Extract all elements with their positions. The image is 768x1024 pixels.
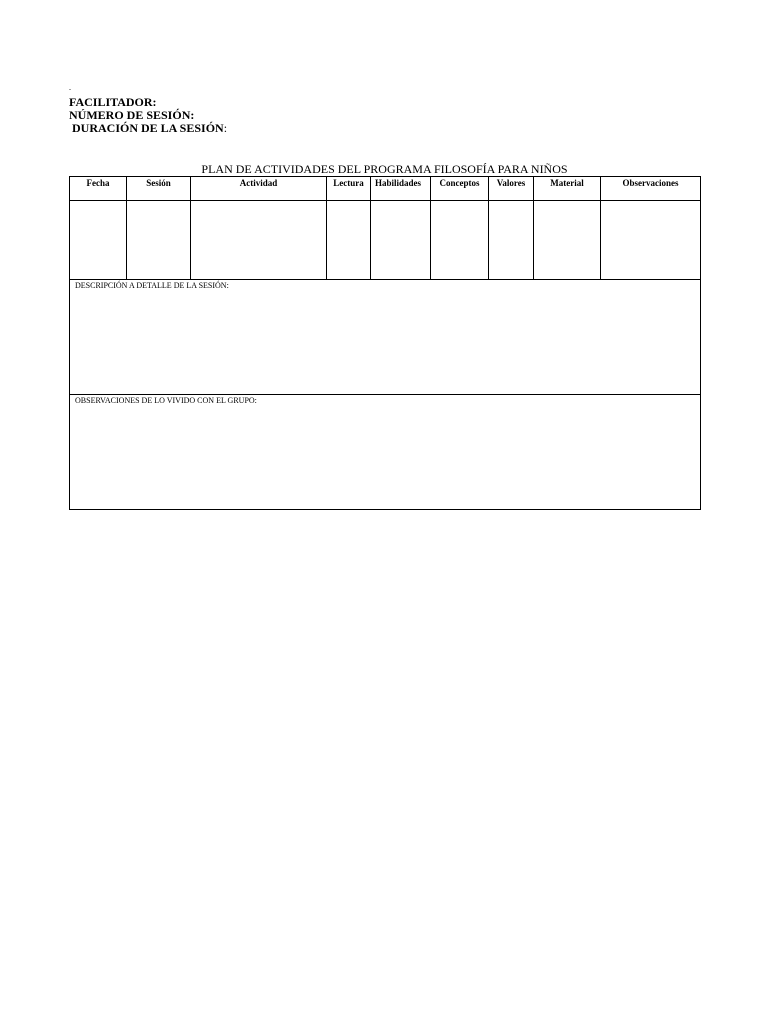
- habilidades-cell[interactable]: [371, 201, 431, 280]
- material-cell[interactable]: [534, 201, 601, 280]
- table-header-row: [70, 177, 701, 201]
- conceptos-cell[interactable]: [431, 201, 489, 280]
- valores-cell[interactable]: [489, 201, 534, 280]
- duracion-label: DURACIÓN DE LA SESIÓN: [72, 121, 224, 135]
- column-header-sesion: Sesión: [127, 177, 191, 201]
- facilitador-label: FACILITADOR:: [69, 95, 157, 109]
- table-row: [70, 201, 701, 280]
- column-header-lectura: Lectura: [327, 177, 371, 201]
- column-header-material: Material: [534, 177, 601, 201]
- column-header-actividad: Actividad: [191, 177, 327, 201]
- duracion-line: [69, 122, 227, 135]
- actividad-cell[interactable]: [191, 201, 327, 280]
- session-header: [69, 96, 227, 135]
- observaciones-cell[interactable]: [601, 201, 701, 280]
- plan-title: PLAN DE ACTIVIDADES DEL PROGRAMA FILOSOFÍA PARA NIÑOS: [201, 162, 568, 176]
- column-header-observaciones: Observaciones: [601, 177, 701, 201]
- observaciones-section[interactable]: [70, 395, 701, 510]
- fecha-cell[interactable]: [70, 201, 127, 280]
- observaciones-label: OBSERVACIONES DE LO VIVIDO CON EL GRUPO:: [75, 396, 257, 405]
- column-header-conceptos: Conceptos: [431, 177, 489, 201]
- activity-plan-table: [69, 176, 701, 510]
- column-header-valores: Valores: [489, 177, 534, 201]
- descripcion-row: [70, 280, 701, 395]
- duracion-colon: :: [223, 121, 228, 135]
- sesion-cell[interactable]: [127, 201, 191, 280]
- lectura-cell[interactable]: [327, 201, 371, 280]
- descripcion-label: DESCRIPCIÓN A DETALLE DE LA SESIÓN:: [75, 281, 229, 290]
- descripcion-section[interactable]: [70, 280, 701, 395]
- numero-sesion-label: NÚMERO DE SESIÓN:: [69, 108, 195, 122]
- stray-dot: .: [69, 83, 71, 92]
- column-header-fecha: Fecha: [70, 177, 127, 201]
- column-header-habilidades: Habilidades: [371, 177, 431, 201]
- observaciones-row: [70, 395, 701, 510]
